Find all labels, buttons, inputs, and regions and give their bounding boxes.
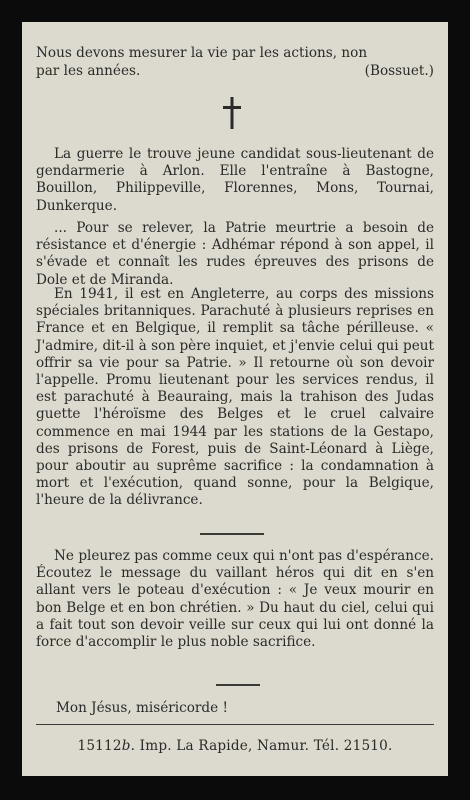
printer-imprint: [22, 738, 448, 754]
epigraph: [36, 44, 434, 80]
epigraph-line-2: par les années.: [36, 63, 141, 79]
paragraph-final-message: Ne pleurez pas comme ceux qui n'ont pas d'espérance. Écoutez le message du vaillant héros qui dit en s'en allant vers le poteau d'exécution : « Je veux mourir en bon Belge et en bon chrétien. » Du haut du ciel, celui qui a fait tout son devoir veille sur ceux qui lui ont donné la force d'accomplir le plus noble sacrifice.: [36, 548, 434, 651]
paragraph-resistance: ... Pour se relever, la Patrie meurtrie a besoin de résistance et d'énergie : Adhémar répond à son appel, il s'évade et connaît les rudes épreuves des prisons de Dole et de Miranda.: [36, 220, 434, 288]
paragraph-missions: En 1941, il est en Angleterre, au corps des missions spéciales britanniques. Parachuté à plusieurs reprises en France et en Belgique, il remplit sa tâche périlleuse. « J'admire, dit-il à son père inquiet, et j'envie celui qui peut offrir sa vie pour sa Patrie. » Il retourne où son devoir l'appelle. Promu lieutenant pour les services rendus, il est parachuté à Beauraing, mais la trahison des Judas guette l'héroïsme des Belges et le cruel calvaire commence en mai 1944 par les stations de la Gestapo, des prisons de Forest, puis de Saint-Léonard à Liège, pour aboutir au suprême sacrifice : la condamnation à mort et l'exécution, quand sonne, pour la Belgique, l'heure de la délivrance.: [36, 286, 434, 509]
separator-1: [200, 533, 264, 535]
epigraph-attribution: (Bossuet.): [364, 63, 434, 79]
epigraph-line-1: Nous devons mesurer la vie par les actions, non: [36, 45, 368, 61]
paragraph-war: La guerre le trouve jeune candidat sous-lieutenant de gendarmerie à Arlon. Elle l'entraîne à Bastogne, Bouillon, Philippeville, Florennes, Mons, Tournai, Dunkerque.: [36, 146, 434, 214]
separator-2: [216, 684, 260, 686]
closing-prayer: Mon Jésus, miséricorde !: [56, 700, 228, 716]
imprint-suffix: b: [121, 738, 131, 754]
memorial-card: [22, 22, 448, 776]
cross-icon: [221, 96, 243, 130]
imprint-rule: [36, 724, 434, 725]
imprint-text: . Imp. La Rapide, Namur. Tél. 21510.: [130, 738, 393, 754]
imprint-number: 15112: [77, 738, 122, 754]
